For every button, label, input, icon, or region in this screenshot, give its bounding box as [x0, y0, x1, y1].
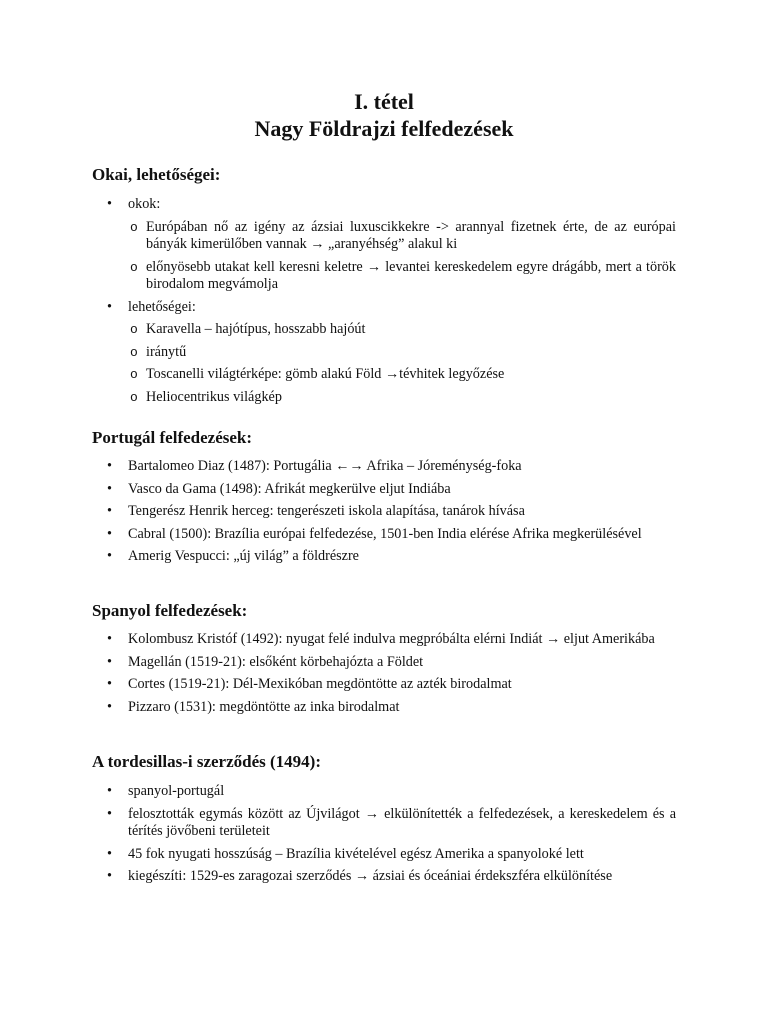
sublist-item: o Heliocentrikus világkép — [128, 389, 676, 407]
sublist-item: o iránytű — [128, 344, 676, 362]
sublist-item: o Európában nő az igény az ázsiai luxuscikkekre -> arannyal fizetnek érte, de az európai bányák kimerülőben vannak → „aranyéhség” alakul ki — [128, 219, 676, 254]
section-heading-causes: Okai, lehetőségei: — [92, 165, 221, 184]
possibilities-sublist — [128, 321, 676, 406]
tordesillas-list — [92, 783, 676, 891]
causes-sublist — [128, 219, 676, 294]
list-item: • Magellán (1519-21): elsőként körbehajózta a Földet — [92, 654, 676, 672]
list-item: • spanyol-portugál — [92, 783, 676, 801]
list-item-text: okok: — [128, 196, 161, 212]
sublist-item: o előnyösebb utakat kell keresni keletre → levantei kereskedelem egyre drágább, mert a török birodalom megvámolja — [128, 259, 676, 294]
page-subtitle: Nagy Földrajzi felfedezések — [254, 116, 514, 141]
list-item: • kiegészíti: 1529-es zaragozai szerződés → ázsiai és óceániai érdekszféra elkülönítése — [92, 868, 676, 886]
section-heading-spanish: Spanyol felfedezések: — [92, 601, 248, 620]
list-item: • Cabral (1500): Brazília európai felfedezése, 1501-ben India elérése Afrika megkerülésével — [92, 526, 676, 544]
list-item: • Bartalomeo Diaz (1487): Portugália ←→ Afrika – Jóreménység-foka — [92, 458, 676, 476]
page-title: I. tétel — [354, 89, 414, 114]
section-heading-portuguese: Portugál felfedezések: — [92, 428, 253, 447]
list-item: • Kolombusz Kristóf (1492): nyugat felé indulva megpróbálta elérni Indiát → eljut Amerikába — [92, 631, 676, 649]
causes-list — [92, 196, 676, 411]
list-item-text: lehetőségei: — [128, 298, 196, 315]
list-item: • felosztották egymás között az Újvilágot → elkülönítették a felfedezések, a kereskedelem és a térítés jövőbeni területeit — [92, 806, 676, 841]
portuguese-list — [92, 458, 676, 571]
list-item: • Amerig Vespucci: „új világ” a földrészre — [92, 548, 676, 566]
list-item: • Tengerész Henrik herceg: tengerészeti iskola alapítása, tanárok hívása — [92, 503, 676, 521]
list-item: • Pizzaro (1531): megdöntötte az inka birodalmat — [92, 699, 676, 717]
spanish-list — [92, 631, 676, 721]
list-item: • Cortes (1519-21): Dél-Mexikóban megdöntötte az azték birodalmat — [92, 676, 676, 694]
list-item: • Vasco da Gama (1498): Afrikát megkerülve eljut Indiába — [92, 481, 676, 499]
list-item — [92, 299, 676, 407]
section-heading-tordesillas: A tordesillas-i szerződés (1494): — [92, 752, 321, 771]
sublist-item: o Karavella – hajótípus, hosszabb hajóút — [128, 321, 676, 339]
sublist-item: o Toscanelli világtérképe: gömb alakú Föld →tévhitek legyőzése — [128, 366, 676, 384]
list-item: • 45 fok nyugati hosszúság – Brazília kivételével egész Amerika a spanyoloké lett — [92, 846, 676, 864]
list-item — [92, 196, 676, 294]
